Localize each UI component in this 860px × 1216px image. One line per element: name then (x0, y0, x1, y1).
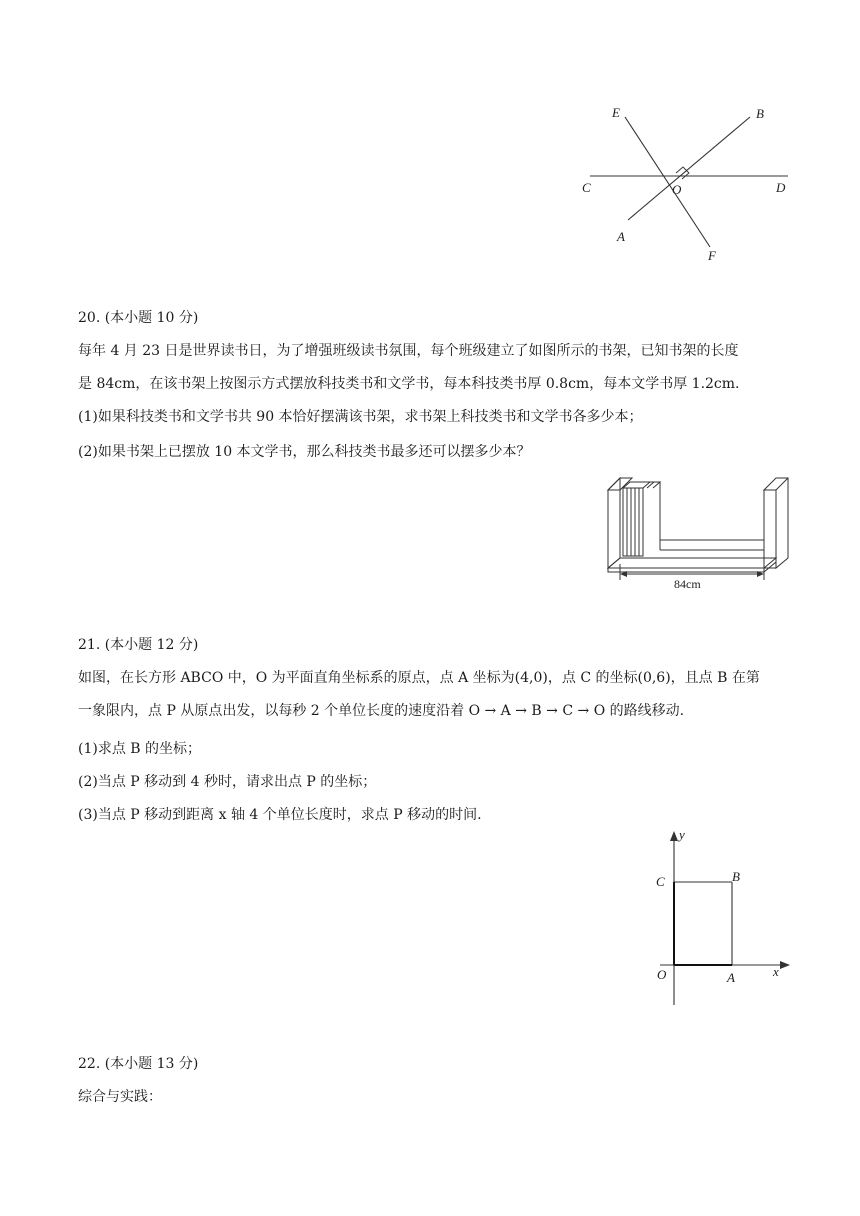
coordinate-figure (640, 825, 800, 1010)
bookshelf-figure (600, 468, 796, 594)
q21-header: 21. (本小题 12 分) (78, 637, 199, 653)
q21-part1: (1)求点 B 的坐标； (78, 741, 202, 757)
label-y: y (679, 827, 685, 842)
q22-header: 22. (本小题 13 分) (78, 1056, 199, 1072)
q22-line1: 综合与实践： (78, 1089, 162, 1105)
q20-line2: 是 84cm，在该书架上按图示方式摆放科技类书和文学书，每本科技类书厚 0.8cm，每本文学书厚 1.2cm. (78, 376, 740, 392)
q21-line1: 如图，在长方形 ABCO 中，O 为平面直角坐标系的原点，点 A 坐标为(4,0)，点 C 的坐标(0,6)，且点 B 在第 (78, 670, 760, 686)
shelf-length-label: 84cm (674, 577, 701, 591)
label-A: A (617, 229, 625, 244)
label-E: E (612, 105, 620, 120)
label-D: D (776, 180, 786, 195)
q20-line1: 每年 4 月 23 日是世界读书日，为了增强班级读书氛围，每个班级建立了如图所示的书架，已知书架的长度 (78, 343, 739, 359)
label-F: F (708, 248, 716, 263)
angle-figure (570, 95, 800, 270)
label-B: B (732, 869, 740, 884)
label-O: O (672, 182, 682, 197)
q20-part2: (2)如果书架上已摆放 10 本文学书，那么科技类书最多还可以摆多少本？ (78, 444, 531, 460)
label-C: C (582, 180, 591, 195)
label-x: x (773, 964, 779, 979)
q20-header: 20. (本小题 10 分) (78, 310, 199, 326)
q20-part1: (1)如果科技类书和文学书共 90 本恰好摆满该书架，求书架上科技类书和文学书各多少本； (78, 409, 643, 425)
q21-line2: 一象限内，点 P 从原点出发，以每秒 2 个单位长度的速度沿着 O → A → B → C → O 的路线移动. (78, 703, 685, 719)
q21-part3: (3)当点 P 移动到距离 x 轴 4 个单位长度时，求点 P 移动的时间. (78, 807, 482, 823)
label-A: A (727, 970, 735, 985)
label-O: O (657, 967, 667, 982)
label-C: C (656, 874, 665, 889)
q21-part2: (2)当点 P 移动到 4 秒时，请求出点 P 的坐标； (78, 774, 377, 790)
label-B: B (756, 106, 764, 121)
